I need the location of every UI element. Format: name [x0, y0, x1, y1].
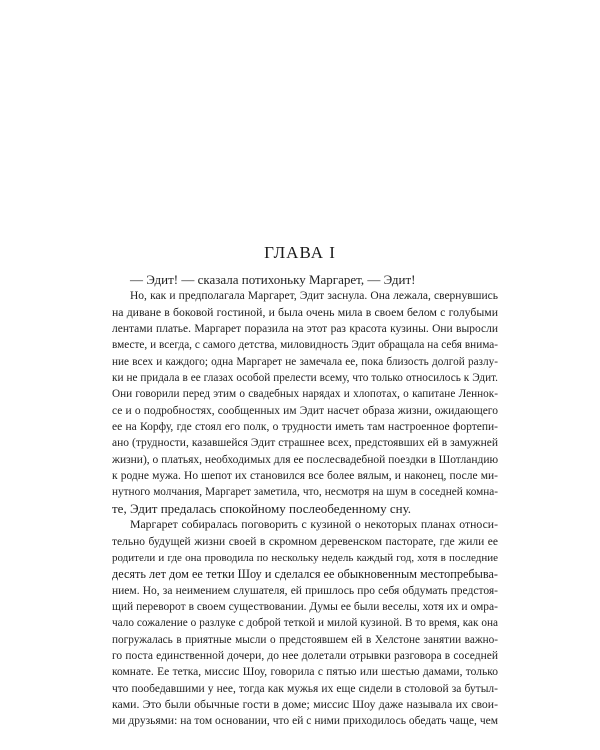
text-line: ние всех и каждого; одна Маргарет не замечала ее, пока близость долгой разлу- — [112, 355, 498, 368]
text-line: тельно будущей жизни своей в скромном деревенском пасторате, где жили ее — [112, 535, 498, 548]
text-line: Они говорили перед этим о свадебных нарядах и хлопотах, о капитане Леннок- — [112, 388, 498, 401]
text-line: вместе, и всегда, с самого детства, миловидность Эдит обращала на себя внима- — [112, 339, 498, 352]
text-line: десять лет дом ее тетки Шоу и сделался ее обыкновенным местопребыва- — [112, 567, 498, 582]
text-line: се и о подробностях, сообщенных им Эдит насчет образа жизни, ожидающего — [112, 404, 498, 417]
text-line: ми друзьями: на том основании, что ей с ними приходилось обедать чаще, чем — [112, 715, 498, 728]
text-line: — Эдит! — сказала потихоньку Маргарет, — Эдит! — [130, 272, 416, 287]
text-line: погружалась в приятные мысли о предстоявшем ей в Хелстоне занятии важно- — [112, 633, 498, 646]
text-line: нием. Но, за неимением слушателя, ей пришлось про себя обдумать предстоя- — [112, 584, 498, 597]
text-line: нутного молчания, Маргарет заметила, что, несмотря на шум в соседней комна- — [112, 486, 498, 499]
text-line: родители и где она проводила по нескольку недель каждый год, хотя в последние — [112, 551, 498, 564]
text-line: го поста единственной дочери, до нее долетали отрывки разговора в соседней — [112, 649, 498, 662]
text-line: к родне мужа. Но шепот их становился все более вялым, и наконец, после ми- — [112, 470, 498, 483]
text-line: те, Эдит предалась спокойному послеобеденному сну. — [112, 500, 412, 516]
text-line: ки не придала в ее глазах особой прелести всему, что только относилось к Эдит. — [112, 372, 498, 385]
text-line: Но, как и предполагала Маргарет, Эдит заснула. Она лежала, свернувшись — [130, 290, 498, 303]
text-line: чало сожаление о разлуке с доброй теткой и милой кузиной. В то время, как она — [112, 617, 498, 630]
chapter-title: ГЛАВА I — [264, 243, 336, 262]
text-line: ее на Корфу, где стоял его полк, о трудности иметь там настроенное фортепи- — [112, 421, 498, 434]
text-line: комнате. Ее тетка, миссис Шоу, говорила с пятью или шестью дамами, только — [112, 666, 498, 679]
text-line: щий переворот в своем существовании. Думы ее были веселы, хотя их и омра- — [112, 600, 498, 613]
text-line: ками. Это были обычные гости в доме; миссис Шоу даже называла их свои- — [112, 697, 498, 711]
text-line: ано (трудности, казавшейся Эдит страшнее всех, предстоявших ей в замужней — [112, 437, 498, 450]
text-line: лентами платье. Маргарет поразила на этот раз красота кузины. Они выросли — [112, 323, 498, 336]
chapter-text — [112, 272, 498, 730]
text-line: Маргарет собиралась поговорить с кузиной о некоторых планах относи- — [130, 518, 498, 532]
text-line: жизни), о платьях, необходимых для ее послесвадебной поездки в Шотландию — [112, 453, 498, 466]
text-line: что пообедавшими у нее, тогда как мужья их еще сидели в столовой за бутыл- — [112, 682, 498, 695]
text-line: на диване в боковой гостиной, и была очень мила в своем белом с голубыми — [112, 305, 498, 319]
